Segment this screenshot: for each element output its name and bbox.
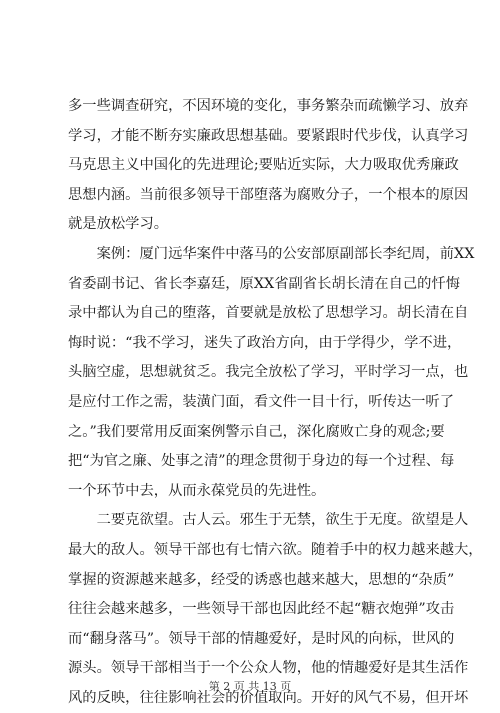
- text-line: 头脑空虚，思想就贫乏。我完全放松了学习，平时学习一点，也: [68, 364, 469, 381]
- text-line: 录中都认为自己的堕落，首要就是放松了思想学习。胡长清在自: [68, 305, 469, 322]
- text-line: 多一些调查研究，不因环境的变化，事务繁杂而疏懒学习、放弃: [68, 98, 469, 114]
- text-line: 就是放松学习。: [68, 216, 169, 233]
- text-line: 源头。领导干部相当于一个公众人物，他的情趣爱好是其生活作: [68, 660, 469, 677]
- text-line: 悔时说：“我不学习，迷失了政治方向，由于学得少，学不进，: [68, 334, 462, 351]
- text-line: 省委副书记、省长李嘉廷，原XX省副省长胡长清在自己的忏悔: [68, 275, 461, 292]
- page-footer: [0, 678, 500, 694]
- text-line: 把“为官之廉、处事之清”的理念贯彻于身边的每一个过程、每: [68, 453, 455, 470]
- text-line: 掌握的资源越来越多，经受的诱惑也越来越大，思想的“杂质”: [68, 571, 455, 588]
- document-body: [68, 92, 483, 713]
- text-line: 最大的敌人。领导干部也有七情六欲。随着手中的权力越来越大，: [68, 541, 483, 558]
- text-line: 二要克欲望。古人云。邪生于无禁，欲生于无度。欲望是人: [68, 512, 469, 529]
- text-line: 马克思主义中国化的先进理论;要贴近实际，大力吸取优秀廉政: [68, 157, 459, 174]
- text-line: 是应付工作之需，装潢门面，看文件一目十行，听传达一听了: [68, 393, 455, 410]
- text-line: 学习，才能不断夯实廉政思想基础。要紧跟时代步伐，认真学习: [68, 127, 469, 144]
- text-line: 一个环节中去，从而永葆党员的先进性。: [68, 482, 326, 499]
- text-line: 而“翻身落马”。领导干部的情趣爱好，是时风的向标，世风的: [68, 630, 455, 647]
- text-line: 风的反映，往往影响社会的价值取向。开好的风气不易，但开坏: [68, 689, 469, 706]
- page-number-label: 第 2 页 共 13 页: [208, 680, 292, 693]
- text-line: 之。”我们要常用反面案例警示自己，深化腐败亡身的观念;要: [68, 423, 445, 440]
- text-line: 案例：厦门远华案件中落马的公安部原副部长李纪周，前XX: [68, 245, 475, 262]
- text-line: 思想内涵。当前很多领导干部堕落为腐败分子，一个根本的原因: [68, 186, 469, 203]
- text-line: 往往会越来越多，一些领导干部也因此经不起“糖衣炮弹”攻击: [68, 601, 455, 618]
